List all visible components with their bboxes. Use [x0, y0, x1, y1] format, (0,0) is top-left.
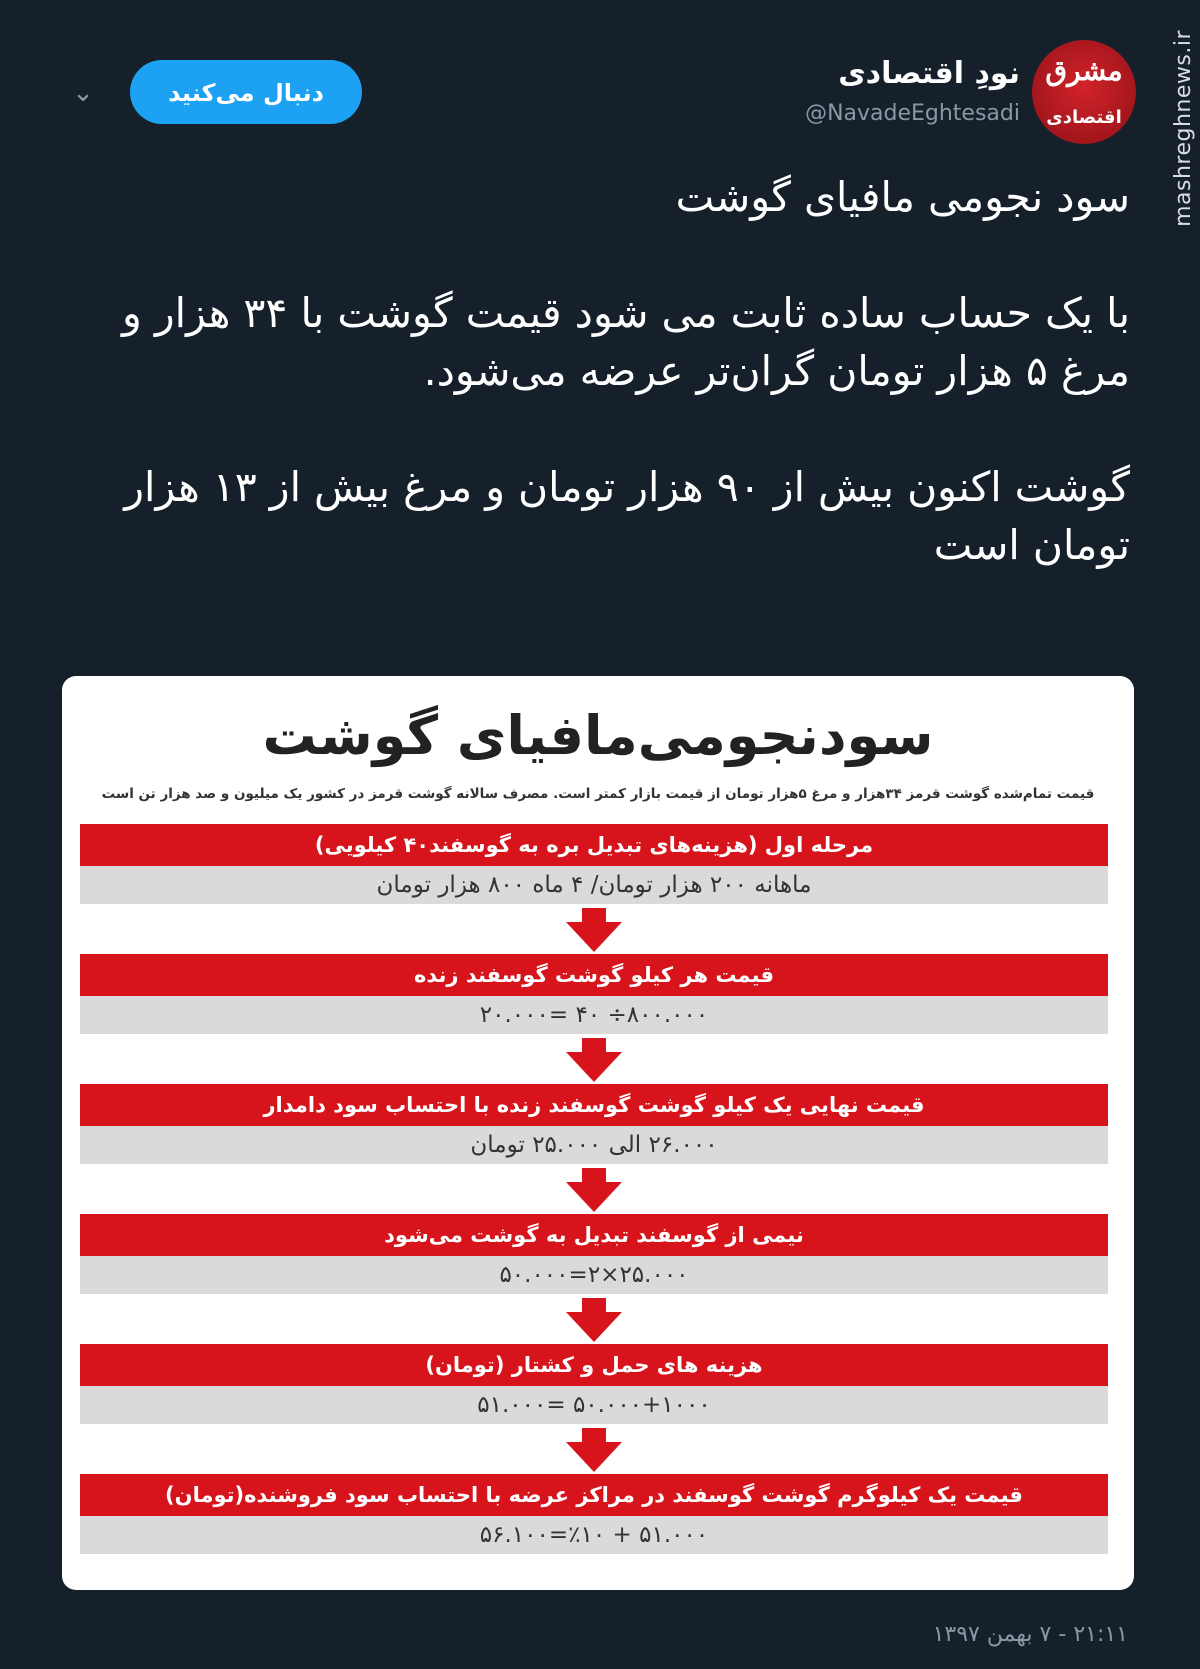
- tweet-paragraph: با یک حساب ساده ثابت می شود قیمت گوشت با ۳۴ هزار و مرغ ۵ هزار تومان گران‌تر عرضه می‌شود.: [122, 289, 1130, 395]
- step-value: ۲۵.۰۰۰×۲=۵۰.۰۰۰: [80, 1256, 1108, 1294]
- step-label: قیمت یک کیلوگرم گوشت گوسفند در مراکز عرضه با احتساب سود فروشنده(تومان): [80, 1474, 1108, 1516]
- tweet-header: [60, 40, 1140, 140]
- step-label: هزینه های حمل و کشتار (تومان): [80, 1344, 1108, 1386]
- step-label: قیمت هر کیلو گوشت گوسفند زنده: [80, 954, 1108, 996]
- display-name[interactable]: نودِ اقتصادی: [838, 56, 1020, 91]
- watermark: mashreghnews.ir: [1171, 30, 1196, 227]
- step-value: ۲۶.۰۰۰ الی ۲۵.۰۰۰ تومان: [80, 1126, 1108, 1164]
- tweet-timestamp[interactable]: ۲۱:۱۱ - ۷ بهمن ۱۳۹۷: [932, 1622, 1128, 1647]
- arrow-down-icon: [80, 1424, 1108, 1474]
- step-2: [80, 954, 1108, 1034]
- avatar-logo-bottom: اقتصادی: [1046, 107, 1122, 128]
- step-label: قیمت نهایی یک کیلو گوشت گوسفند زنده با احتساب سود دامدار: [80, 1084, 1108, 1126]
- avatar[interactable]: [1032, 40, 1136, 144]
- infographic-subtitle: قیمت تمام‌شده گوشت قرمز ۳۴هزار و مرغ ۵هزار تومان از قیمت بازار کمتر است. مصرف سالانه گوشت قرمز در کشور یک میلیون و صد هزار تن است: [101, 786, 1095, 802]
- step-label: نیمی از گوسفند تبدیل به گوشت می‌شود: [80, 1214, 1108, 1256]
- tweet-text: [70, 168, 1130, 574]
- infographic-steps: [80, 824, 1108, 1554]
- step-label: مرحله اول (هزینه‌های تبدیل بره به گوسفند۴۰ کیلویی): [80, 824, 1108, 866]
- arrow-down-icon: [80, 904, 1108, 954]
- step-value: ۸۰۰.۰۰۰÷ ۴۰ =۲۰.۰۰۰: [80, 996, 1108, 1034]
- tweet-paragraph: سود نجومی مافیای گوشت: [675, 173, 1130, 221]
- arrow-down-icon: [80, 1034, 1108, 1084]
- following-button[interactable]: دنبال می‌کنید: [130, 60, 362, 124]
- infographic-title: سودنجومی‌مافیای گوشت: [262, 704, 934, 767]
- step-value: ۵۱.۰۰۰ + ٪۱۰=۵۶.۱۰۰: [80, 1516, 1108, 1554]
- tweet-paragraph: گوشت اکنون بیش از ۹۰ هزار تومان و مرغ بیش از ۱۳ هزار تومان است: [124, 463, 1130, 569]
- step-value: ۵۰.۰۰۰+۱۰۰۰ =۵۱.۰۰۰: [80, 1386, 1108, 1424]
- step-6: [80, 1474, 1108, 1554]
- step-4: [80, 1214, 1108, 1294]
- arrow-down-icon: [80, 1164, 1108, 1214]
- step-3: [80, 1084, 1108, 1164]
- step-value: ماهانه ۲۰۰ هزار تومان/ ۴ ماه ۸۰۰ هزار تومان: [80, 866, 1108, 904]
- arrow-down-icon: [80, 1294, 1108, 1344]
- chevron-down-icon[interactable]: ⌄: [72, 78, 94, 108]
- avatar-logo-top: مشرق: [1045, 54, 1123, 87]
- step-1: [80, 824, 1108, 904]
- user-handle[interactable]: @NavadeEghtesadi: [805, 101, 1020, 126]
- user-info[interactable]: [805, 54, 1020, 134]
- step-5: [80, 1344, 1108, 1424]
- infographic-image[interactable]: [62, 676, 1134, 1590]
